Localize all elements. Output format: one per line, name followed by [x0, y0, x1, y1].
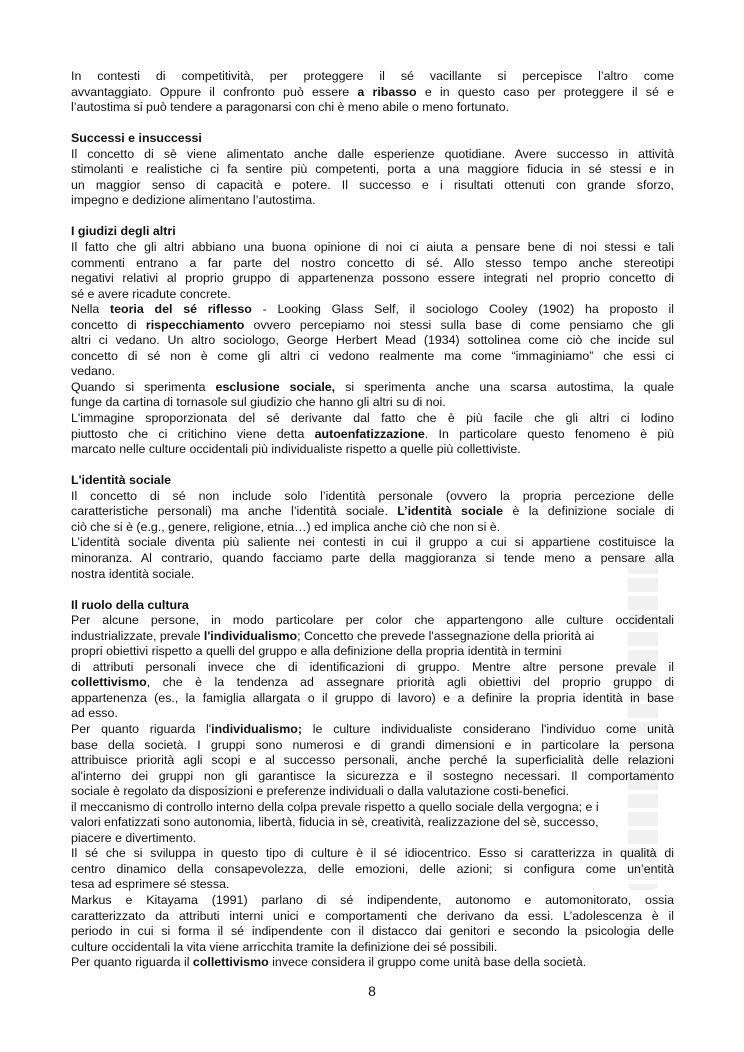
- text-run: sociale è regolato da disposizioni e preferenze individuali o dalla valutazione costi-benefici.: [71, 784, 569, 799]
- text-run: appartenenza (es., la famiglia allargata o il gruppo di lavoro) e a definire la propria identità in base: [71, 690, 674, 705]
- text-run: caratteristiche personali) ma anche l’identità sociale.: [71, 504, 398, 519]
- text-run: base della società. I gruppi sono numerosi e di grandi dimensioni e in particolare la persona: [71, 737, 674, 752]
- text-line: [71, 271, 674, 287]
- text-line: [71, 100, 674, 116]
- text-line: [71, 629, 674, 645]
- text-line: [71, 85, 674, 101]
- text-run: vedano.: [71, 364, 116, 379]
- text-run: , che è la tendenza ad assegnare priorità agli obiettivi del proprio gruppo di: [146, 675, 674, 690]
- bold-term: collettivismo: [192, 955, 269, 970]
- text-run: sé e avere ricadute concrete.: [71, 286, 231, 301]
- text-run: Per quanto riguarda l': [71, 721, 212, 736]
- text-line: [71, 644, 674, 660]
- text-line: [71, 349, 674, 365]
- text-run: L’identità sociale diventa più saliente nei contesti in cui il gruppo a cui si appartiene costituisce la: [71, 535, 674, 550]
- text-line: [71, 706, 674, 722]
- paragraph-spacer: [71, 209, 674, 225]
- text-line: [71, 380, 674, 396]
- text-line: [71, 877, 674, 893]
- text-run: stimolanti e realistiche ci fa sentire più competenti, porta a una maggiore fiducia in sé stessi e in: [71, 162, 674, 177]
- text-line: [71, 924, 674, 940]
- section: [71, 69, 674, 116]
- text-run: ; Concetto che prevede l'assegnazione della priorità ai: [297, 628, 595, 643]
- text-run: si sperimenta anche una scarsa autostima, la quale: [335, 379, 674, 394]
- bold-term: collettivismo: [71, 675, 147, 690]
- bold-term: l'individualismo: [203, 628, 298, 643]
- section: [71, 598, 674, 971]
- text-line: [71, 520, 674, 536]
- text-run: Nella: [71, 302, 111, 317]
- bold-term: a ribasso: [357, 84, 417, 99]
- text-line: [71, 411, 674, 427]
- text-line: [71, 909, 674, 925]
- text-line: [71, 831, 674, 847]
- bold-term: L’identità sociale: [397, 504, 504, 519]
- text-run: altri ci vedano. Un altro sociologo, George Herbert Mead (1934) sottolinea come ciò che incide sul: [71, 333, 674, 348]
- text-line: [71, 162, 674, 178]
- text-line: [71, 364, 674, 380]
- text-line: [71, 769, 674, 785]
- text-line: [71, 333, 674, 349]
- text-line: [71, 940, 674, 956]
- text-line: [71, 753, 674, 769]
- text-run: concetto di: [71, 317, 146, 332]
- text-run: ad esso.: [71, 706, 118, 721]
- bold-term: rispecchiamento: [145, 317, 245, 332]
- text-line: [71, 178, 674, 194]
- text-run: ovvero percepiamo noi stessi sulla base di come pensiamo che gli: [244, 317, 674, 332]
- text-line: [71, 784, 674, 800]
- text-run: il meccanismo di controllo interno della colpa prevale rispetto a quello sociale della vergogna; e i: [71, 799, 599, 814]
- text-line: [71, 256, 674, 272]
- section: [71, 473, 674, 582]
- text-run: concetto di sé non è come gli altri ci vedono realmente ma come “immaginiamo” che essi ci: [71, 348, 674, 363]
- text-run: funge da cartina di tornasole sul giudizio che hanno gli altri su di noi.: [71, 395, 446, 410]
- text-run: marcato nelle culture occidentali più individualiste rispetto a quelle più collettiviste.: [71, 442, 521, 457]
- text-run: Per alcune persone, in modo particolare per color che appartengono alle culture occidentali: [71, 613, 674, 628]
- text-line: [71, 69, 674, 85]
- text-run: invece considera il gruppo come unità base della società.: [268, 955, 587, 970]
- text-run: minoranza. Al contrario, quando facciamo parte della maggioranza si tende meno a pensare alla: [71, 550, 674, 565]
- text-run: culture occidentali la vita viene arricchita tramite la definizione dei sé possibili.: [71, 939, 498, 954]
- text-run: di attributi personali invece che di identificazioni di gruppo. Mentre altre persone prevale il: [71, 659, 674, 674]
- bold-term: autoenfatizzazione: [314, 426, 425, 441]
- text-run: . In particolare questo fenomeno è più: [424, 426, 674, 441]
- text-line: [71, 691, 674, 707]
- text-run: centro dinamico della consapevolezza, delle emozioni, delle azioni; si configura come un’entità: [71, 861, 674, 876]
- text-line: [71, 302, 674, 318]
- text-run: impegno e dedizione alimentano l’autostima.: [71, 193, 316, 208]
- text-run: commenti entrano a far parte del nostro concetto di sé. Allo stesso tempo anche stereotipi: [71, 255, 674, 270]
- text-run: Per quanto riguarda il: [71, 955, 193, 970]
- text-line: [71, 318, 674, 334]
- text-run: Il sé che si sviluppa in questo tipo di culture è il sé idiocentrico. Esso si caratterizza in qualità di: [71, 846, 674, 861]
- text-line: [71, 442, 674, 458]
- text-run: è la definizione sociale di: [503, 504, 674, 519]
- text-run: piacere e divertimento.: [71, 830, 197, 845]
- text-line: [71, 287, 674, 303]
- bold-term: esclusione sociale,: [215, 379, 336, 394]
- text-run: avvantaggiato. Oppure il confronto può essere: [71, 84, 358, 99]
- text-line: [71, 815, 674, 831]
- text-line: [71, 862, 674, 878]
- text-run: industrializzate, prevale: [71, 628, 204, 643]
- text-run: valori enfatizzati sono autonomia, libertà, fiducia in sè, creatività, realizzazione del sè, successo,: [71, 815, 599, 830]
- text-run: un maggior senso di capacità e potere. Il successo e i risultati ottenuti con grande sforzo,: [71, 177, 674, 192]
- section: [71, 224, 674, 457]
- text-run: ciò che si è (e.g., genere, religione, etnia…) ed implica anche ciò che non si è.: [71, 519, 501, 534]
- document-body: [71, 69, 674, 971]
- text-run: tesa ad esprimere sé stessa.: [71, 877, 230, 892]
- text-line: [71, 613, 674, 629]
- text-run: propri obiettivi rispetto a quelli del gruppo e alla definizione della propria identità in termini: [71, 644, 562, 659]
- text-run: Markus e Kitayama (1991) parlano di sé indipendente, autonomo e automonitorato, ossia: [71, 892, 674, 907]
- text-run: nostra identità sociale.: [71, 566, 195, 581]
- text-line: [71, 147, 674, 163]
- text-run: caratterizzato da attributi interni unici e comportamenti che derivano da essi. L’adolescenza è il: [71, 908, 674, 923]
- text-line: [71, 504, 674, 520]
- section: [71, 131, 674, 209]
- text-line: [71, 660, 674, 676]
- text-run: e in questo caso per proteggere il sé e: [416, 84, 674, 99]
- text-line: [71, 535, 674, 551]
- text-line: [71, 489, 674, 505]
- text-run: le culture individualiste considerano l'individuo come unità: [302, 721, 674, 736]
- text-line: [71, 846, 674, 862]
- text-line: [71, 551, 674, 567]
- bold-term: individualismo;: [211, 721, 302, 736]
- text-line: [71, 193, 674, 209]
- section-heading: Successi e insuccessi: [71, 131, 202, 146]
- text-line: [71, 427, 674, 443]
- paragraph-spacer: [71, 458, 674, 474]
- text-run: l’autostima si può tendere a paragonarsi con chi è meno abile o meno fortunato.: [71, 100, 510, 115]
- page-number: 8: [368, 983, 376, 999]
- text-run: piuttosto che ci critichino viene detta: [71, 426, 315, 441]
- text-run: L'immagine sproporzionata del sé derivante dal fatto che è più facile che gli altri ci lodino: [71, 411, 674, 426]
- text-line: [71, 567, 674, 583]
- text-run: Il fatto che gli altri abbiano una buona opinione di noi ci aiuta a pensare bene di noi stessi e tali: [71, 240, 674, 255]
- section-heading: L'identità sociale: [71, 473, 172, 488]
- text-run: attribuisce priorità agli scopi e al successo personali, anche perché la superficialità delle relazioni: [71, 753, 674, 768]
- text-run: In contesti di competitività, per proteggere il sé vacillante si percepisce l’altro come: [71, 69, 674, 83]
- text-line: [71, 722, 674, 738]
- text-line: [71, 955, 674, 971]
- text-run: al'interno dei gruppi non gli garantisce la sicurezza e il sostegno necessari. Il comportamento: [71, 768, 674, 783]
- paragraph-spacer: [71, 582, 674, 598]
- text-line: [71, 675, 674, 691]
- text-line: [71, 240, 674, 256]
- text-line: [71, 738, 674, 754]
- text-line: [71, 893, 674, 909]
- section-heading: Il ruolo della cultura: [71, 597, 189, 612]
- text-run: Il concetto di sé non include solo l’identità personale (ovvero la propria percezione delle: [71, 488, 674, 503]
- text-run: periodo in cui si forma il sé indipendente con il distacco dai genitori e secondo la psicologia delle: [71, 924, 674, 939]
- text-run: - Looking Glass Self, il sociologo Cooley (1902) ha proposto il: [251, 302, 674, 317]
- text-run: Il concetto di sè viene alimentato anche dalle esperienze quotidiane. Avere successo in attività: [71, 146, 674, 161]
- section-heading: I giudizi degli altri: [71, 224, 176, 239]
- text-run: Quando si sperimenta: [71, 379, 216, 394]
- text-line: [71, 800, 674, 816]
- paragraph-spacer: [71, 116, 674, 132]
- bold-term: teoria del sé riflesso: [110, 302, 252, 317]
- text-line: [71, 395, 674, 411]
- text-run: negativi relativi al proprio gruppo di appartenenza possono essere integrati nel proprio concetto di: [71, 271, 674, 286]
